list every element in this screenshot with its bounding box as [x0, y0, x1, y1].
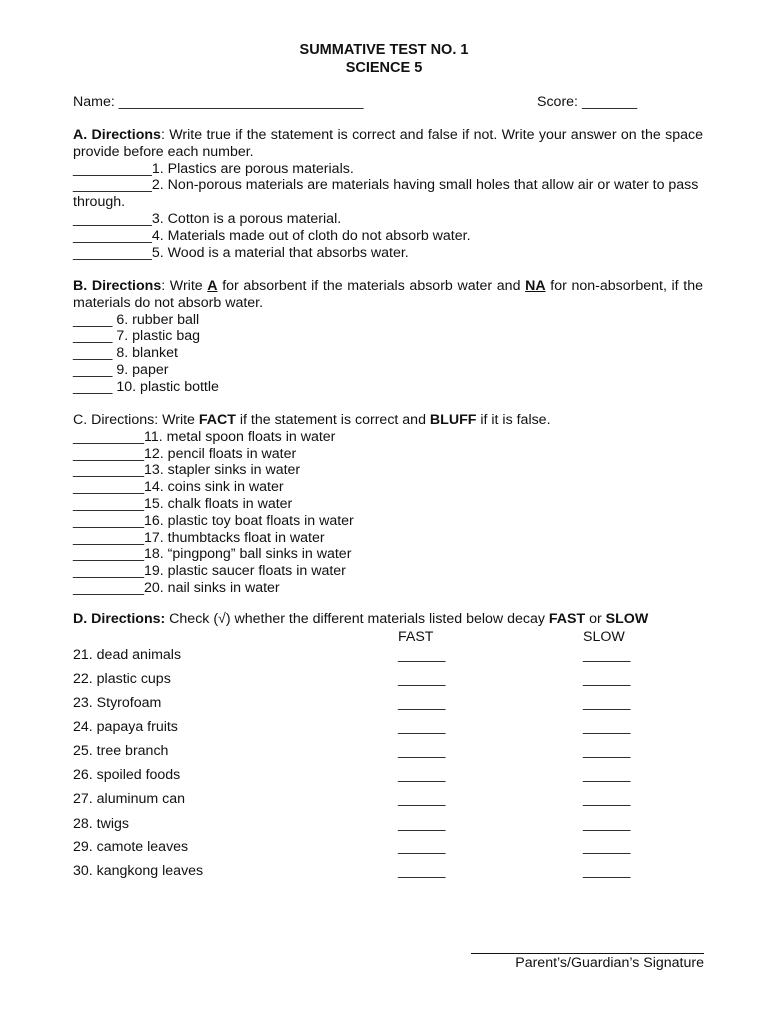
material-label: 25. tree branch: [73, 743, 169, 759]
name-blank[interactable]: _______________________________: [118, 94, 364, 110]
table-row: [73, 816, 713, 834]
subject-title: SCIENCE 5: [345, 60, 423, 76]
slow-word: SLOW: [605, 611, 649, 627]
list-item[interactable]: _________20. nail sinks in water: [73, 579, 280, 596]
list-item[interactable]: _________11. metal spoon floats in water: [73, 428, 336, 445]
section-d-text-2: or: [585, 611, 606, 627]
fast-blank[interactable]: ______: [398, 863, 446, 879]
section-c-directions: [73, 412, 703, 429]
fast-blank[interactable]: ______: [398, 839, 446, 855]
section-b: [73, 278, 703, 396]
material-label: 29. camote leaves: [73, 839, 189, 855]
material-label: 28. twigs: [73, 816, 129, 832]
list-item[interactable]: _________12. pencil floats in water: [73, 445, 297, 462]
fast-blank[interactable]: ______: [398, 671, 446, 687]
table-row: [73, 839, 713, 857]
list-item[interactable]: __________4. Materials made out of cloth do not absorb water.: [73, 227, 471, 244]
fast-blank[interactable]: ______: [398, 743, 446, 759]
bluff-word: BLUFF: [429, 412, 477, 428]
list-item[interactable]: _________19. plastic saucer floats in water: [73, 563, 346, 580]
fast-blank[interactable]: ______: [398, 791, 446, 807]
material-label: 26. spoiled foods: [73, 767, 181, 783]
list-item[interactable]: _____ 9. paper: [73, 361, 169, 378]
table-row: [73, 767, 713, 785]
list-item[interactable]: _________16. plastic toy boat floats in water: [73, 512, 354, 529]
section-b-text-2: for absorbent if the materials absorb water and: [217, 278, 526, 294]
section-d-text-1: Check (√) whether the different materials listed below decay: [165, 611, 549, 627]
slow-blank[interactable]: ______: [583, 647, 631, 663]
slow-blank[interactable]: ______: [583, 743, 631, 759]
slow-blank[interactable]: ______: [583, 863, 631, 879]
section-b-directions: [73, 278, 703, 312]
slow-blank[interactable]: ______: [583, 839, 631, 855]
section-b-text-3: for non-absorbent, if the materials do not absorb water.: [73, 278, 703, 311]
fast-blank[interactable]: ______: [398, 647, 446, 663]
fast-blank[interactable]: ______: [398, 695, 446, 711]
list-item[interactable]: _____ 6. rubber ball: [73, 311, 200, 328]
slow-column-header: SLOW: [583, 629, 625, 645]
slow-blank[interactable]: ______: [583, 767, 631, 783]
list-item[interactable]: _________17. thumbtacks float in water: [73, 529, 325, 546]
list-item[interactable]: __________3. Cotton is a porous material.: [73, 210, 342, 227]
table-row: [73, 695, 713, 713]
fast-blank[interactable]: ______: [398, 719, 446, 735]
table-row: [73, 743, 713, 761]
score-label: Score:: [537, 94, 582, 110]
absorbent-code: A: [207, 278, 218, 294]
slow-blank[interactable]: ______: [583, 816, 631, 832]
section-d-directions: [73, 611, 713, 628]
list-item[interactable]: _________13. stapler sinks in water: [73, 462, 301, 479]
slow-blank[interactable]: ______: [583, 695, 631, 711]
list-item[interactable]: _________18. “pingpong” ball sinks in water: [73, 546, 352, 563]
section-a-directions: [73, 127, 703, 161]
material-label: 24. papaya fruits: [73, 719, 178, 735]
list-item[interactable]: __________1. Plastics are porous materials.: [73, 160, 354, 177]
section-c-text-2: if the statement is correct and: [235, 412, 430, 428]
non-absorbent-code: NA: [525, 278, 546, 294]
signature-line[interactable]: [471, 953, 704, 954]
section-a-label: A. Directions: [73, 127, 161, 143]
test-title: SUMMATIVE TEST NO. 1: [299, 42, 469, 58]
list-item[interactable]: __________2. Non-porous materials are materials having small holes that allow air or water to pass through.: [73, 177, 699, 211]
list-item[interactable]: _________15. chalk floats in water: [73, 495, 293, 512]
name-label: Name:: [73, 94, 119, 110]
fast-blank[interactable]: ______: [398, 767, 446, 783]
list-item[interactable]: _____ 7. plastic bag: [73, 328, 200, 345]
list-item[interactable]: _________14. coins sink in water: [73, 479, 284, 496]
list-item[interactable]: _____ 10. plastic bottle: [73, 378, 219, 395]
score-blank[interactable]: _______: [581, 94, 638, 110]
material-label: 22. plastic cups: [73, 671, 171, 687]
list-item[interactable]: _____ 8. blanket: [73, 345, 178, 362]
material-label: 27. aluminum can: [73, 791, 185, 807]
fact-word: FACT: [198, 412, 236, 428]
slow-blank[interactable]: ______: [583, 791, 631, 807]
section-c: [73, 412, 703, 597]
table-row: [73, 719, 713, 737]
score-field: [537, 94, 637, 111]
material-label: 21. dead animals: [73, 647, 182, 663]
fast-column-header: FAST: [398, 629, 434, 645]
section-b-label: B. Directions: [73, 278, 162, 294]
table-row: [73, 791, 713, 809]
material-label: 30. kangkong leaves: [73, 863, 204, 879]
table-row: [73, 863, 713, 881]
section-c-text-1: C. Directions: Write: [73, 412, 199, 428]
slow-blank[interactable]: ______: [583, 671, 631, 687]
table-row: [73, 671, 713, 689]
list-item[interactable]: __________5. Wood is a material that absorbs water.: [73, 244, 409, 261]
section-d-label: D. Directions:: [73, 611, 166, 627]
section-b-text-1: : Write: [161, 278, 208, 294]
material-label: 23. Styrofoam: [73, 695, 162, 711]
slow-blank[interactable]: ______: [583, 719, 631, 735]
fast-blank[interactable]: ______: [398, 816, 446, 832]
section-a-text: : Write true if the statement is correct and false if not. Write your answer on the space provide before each number.: [73, 127, 703, 160]
name-line: [73, 94, 703, 111]
section-c-text-3: if it is false.: [476, 412, 551, 428]
fast-word: FAST: [548, 611, 586, 627]
table-row: [73, 647, 713, 665]
section-a: [73, 127, 703, 261]
signature-label: Parent’s/Guardian’s Signature: [515, 955, 704, 971]
